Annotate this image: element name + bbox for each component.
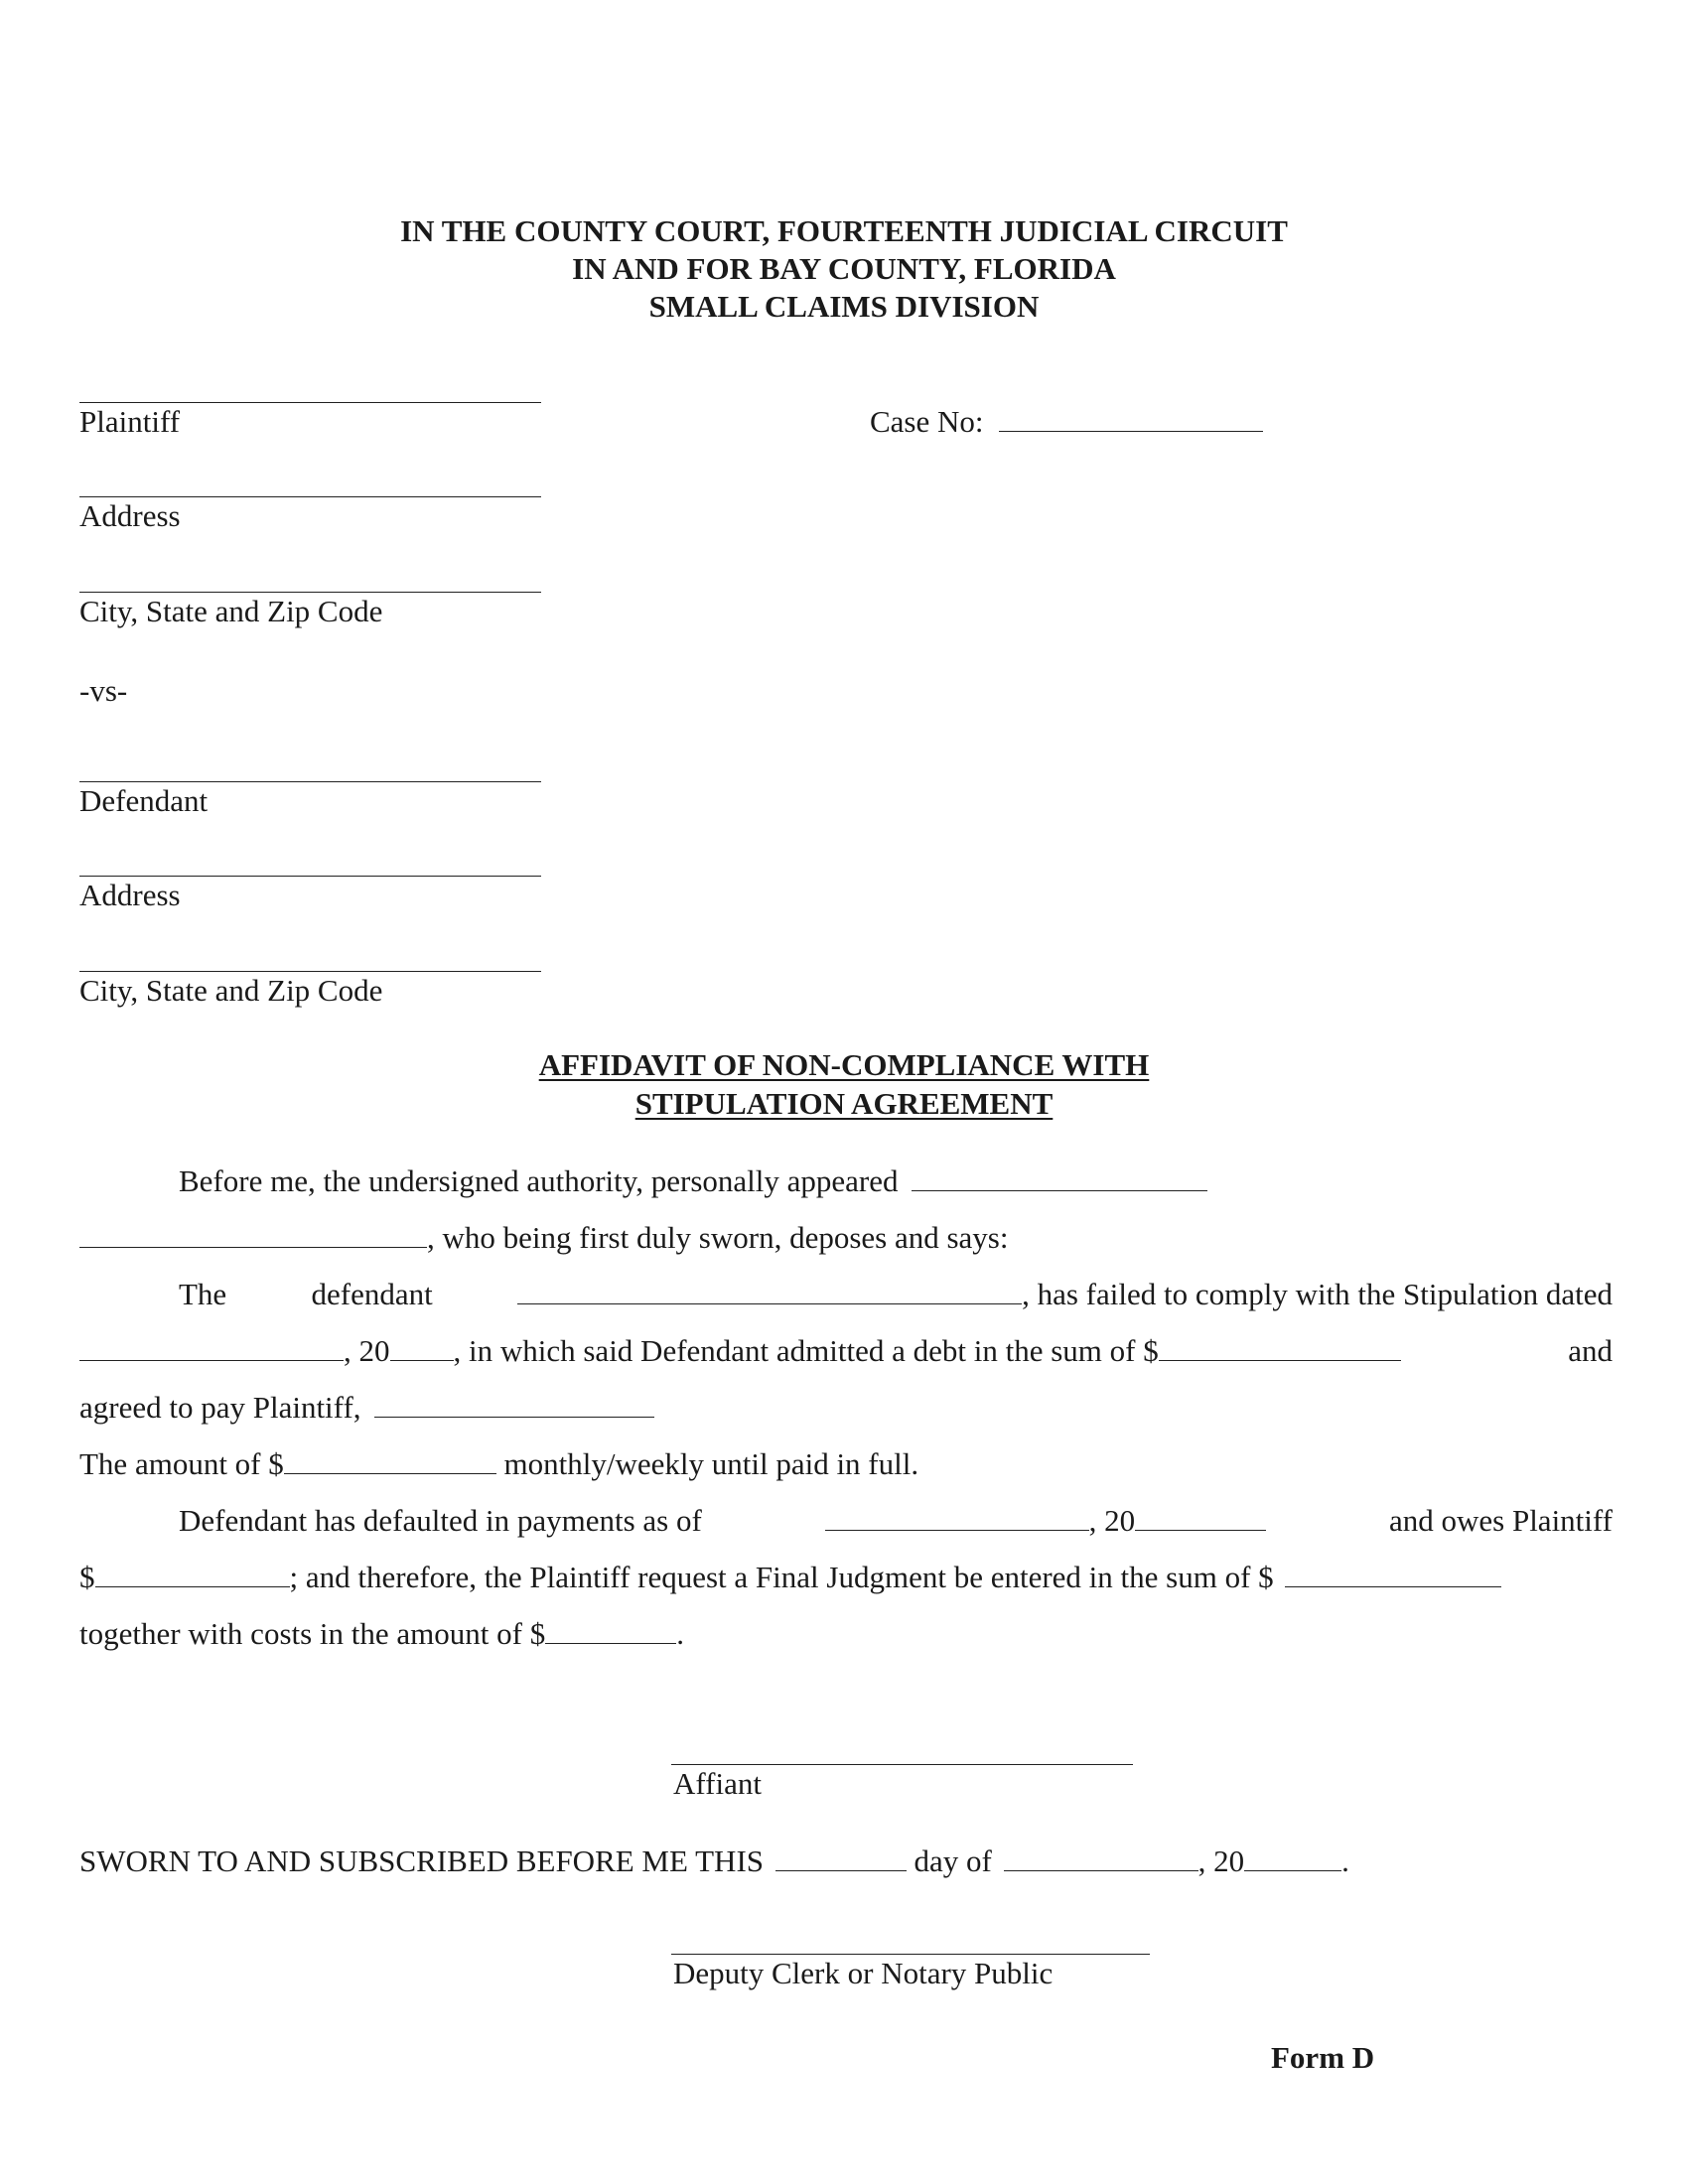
costs-period: . — [676, 1616, 684, 1651]
sworn-text: SWORN TO AND SUBSCRIBED BEFORE ME THIS — [79, 1843, 765, 1878]
case-number-row — [870, 403, 1263, 441]
costs-amount-field[interactable] — [545, 1615, 676, 1644]
stipulation-date-field[interactable] — [79, 1332, 344, 1361]
affiant-name-field-2[interactable] — [79, 1219, 427, 1248]
title-line-1: AFFIDAVIT OF NON-COMPLIANCE WITH — [538, 1047, 1150, 1082]
debt-amount-field[interactable] — [1159, 1332, 1401, 1361]
affiant-label: Affiant — [673, 1766, 762, 1801]
payment-terms-field[interactable] — [374, 1389, 654, 1418]
sworn-day-field[interactable] — [775, 1843, 907, 1871]
plaintiff-address-label: Address — [79, 498, 181, 533]
sworn-month-field[interactable] — [1004, 1843, 1198, 1871]
sworn-statement — [79, 1843, 1613, 1880]
amount-of-text: The amount of $ — [79, 1446, 284, 1481]
defaulted-text: Defendant has defaulted in payments as of — [179, 1503, 702, 1538]
paragraph-amount — [79, 1445, 1613, 1483]
defendant-city-label: City, State and Zip Code — [79, 973, 383, 1008]
debt-text: , in which said Defendant admitted a debt in the sum of $ — [453, 1333, 1159, 1368]
paragraph-defendant-line-2 — [79, 1332, 1613, 1370]
header-line-2: IN AND FOR BAY COUNTY, FLORIDA — [572, 251, 1116, 286]
owes-plaintiff-text: and owes Plaintiff — [1388, 1503, 1613, 1538]
stipulation-year-field[interactable] — [390, 1332, 454, 1361]
dollar-sign-text: $ — [79, 1560, 95, 1594]
defendant-name-field[interactable] — [517, 1276, 1022, 1304]
versus-text: -vs- — [79, 673, 128, 708]
default-year-prefix: , 20 — [1088, 1503, 1136, 1538]
defendant-address-label: Address — [79, 878, 181, 912]
failed-to-comply-text: , has failed to comply with the Stipulation dated — [1022, 1277, 1613, 1311]
defendant-label: Defendant — [79, 783, 209, 818]
defendant-text-the: The — [179, 1277, 227, 1311]
title-line-2: STIPULATION AGREEMENT — [634, 1086, 1054, 1121]
paragraph-default-line-2 — [79, 1559, 1613, 1596]
default-date-field[interactable] — [825, 1502, 1089, 1531]
judgment-amount-field[interactable] — [1285, 1559, 1501, 1587]
paragraph-default-line-1 — [179, 1502, 1613, 1540]
header-line-3: SMALL CLAIMS DIVISION — [648, 289, 1040, 324]
sworn-period: . — [1341, 1843, 1349, 1878]
case-number-field[interactable] — [999, 403, 1263, 432]
agreed-to-pay-text: agreed to pay Plaintiff, — [79, 1390, 361, 1425]
paragraph-defendant-line-1 — [179, 1276, 1613, 1313]
paragraph-appearance-line-2 — [79, 1219, 1613, 1257]
default-year-field[interactable] — [1135, 1502, 1266, 1531]
paragraph-defendant-line-3 — [79, 1389, 1613, 1427]
costs-text: together with costs in the amount of $ — [79, 1616, 546, 1651]
court-header — [0, 212, 1688, 326]
and-text: and — [1568, 1333, 1613, 1368]
plaintiff-label: Plaintiff — [79, 404, 181, 439]
sworn-year-prefix: , 20 — [1197, 1843, 1245, 1878]
document-title — [0, 1045, 1688, 1123]
plaintiff-city-label: City, State and Zip Code — [79, 594, 383, 628]
affiant-name-field-1[interactable] — [912, 1162, 1207, 1191]
sworn-year-field[interactable] — [1244, 1843, 1341, 1871]
deposes-text: , who being first duly sworn, deposes and says: — [427, 1220, 1009, 1255]
installment-amount-field[interactable] — [284, 1445, 496, 1474]
paragraph-default-line-3 — [79, 1615, 1613, 1653]
clerk-label: Deputy Clerk or Notary Public — [673, 1956, 1054, 1990]
defendant-text-word: defendant — [311, 1277, 433, 1311]
appearance-text: Before me, the undersigned authority, personally appeared — [179, 1163, 899, 1198]
case-number-label: Case No: — [870, 404, 984, 439]
final-judgment-text: ; and therefore, the Plaintiff request a Final Judgment be entered in the sum of $ — [289, 1560, 1274, 1594]
amount-owed-field[interactable] — [95, 1559, 290, 1587]
paragraph-appearance-line-1 — [179, 1162, 1613, 1200]
form-label: Form D — [1271, 2040, 1375, 2075]
header-line-1: IN THE COUNTY COURT, FOURTEENTH JUDICIAL CIRCUIT — [400, 213, 1288, 248]
monthly-weekly-text: monthly/weekly until paid in full. — [503, 1446, 919, 1481]
day-of-text: day of — [914, 1843, 992, 1878]
stipulation-year-prefix: , 20 — [344, 1333, 390, 1368]
